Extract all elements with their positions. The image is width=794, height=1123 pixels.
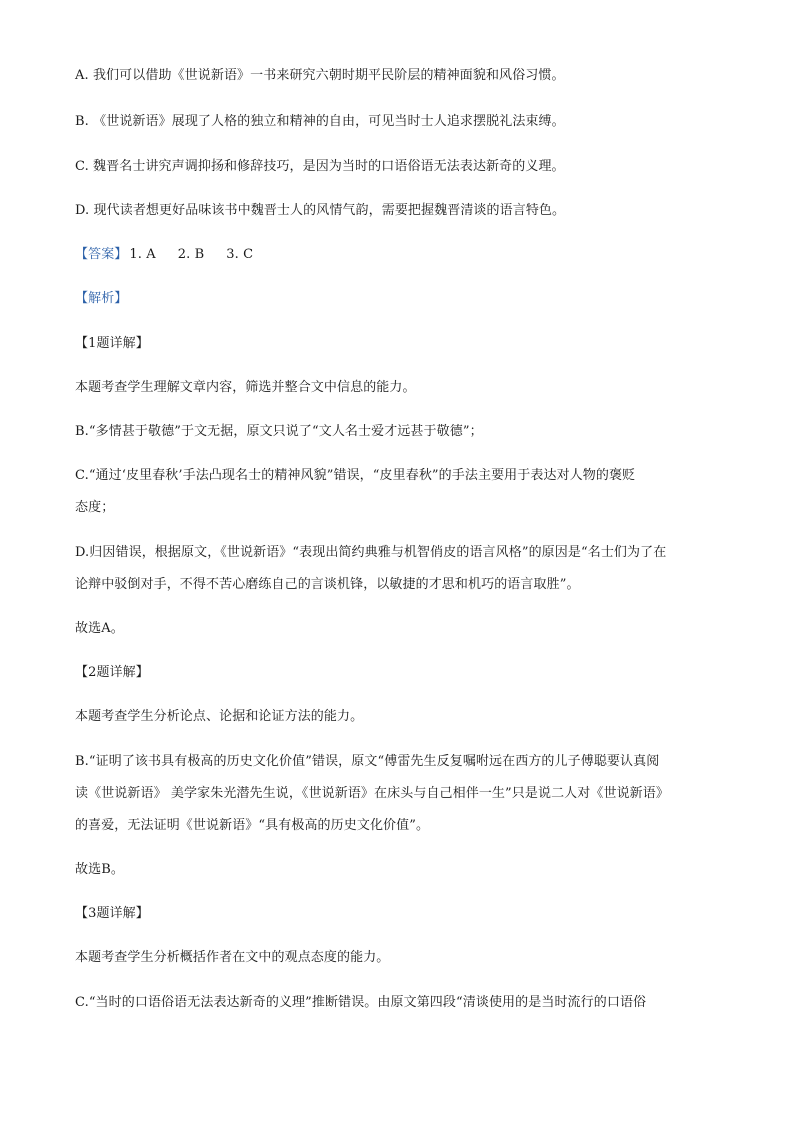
q2-conclusion: 故选B。	[75, 862, 124, 877]
q3-option-c-line1: C.“当时的口语俗语无法表达新奇的义理”推断错误。由原文第四段“清谈使用的是当时流行的口语俗	[75, 995, 647, 1010]
answer-label: 【答案】	[75, 247, 128, 262]
answer-item-3: 3. C	[226, 247, 254, 262]
q1-option-d-line2: 论辩中驳倒对手，不得不苦心磨练自己的言谈机锋，以敏捷的才思和机巧的语言取胜”。	[75, 577, 580, 592]
q2-option-b-line1: B.“证明了该书具有极高的历史文化价值”错误，原文“傅雷先生反复嘱咐远在西方的儿子傅聪要认真阅	[75, 754, 660, 769]
q1-conclusion: 故选A。	[75, 621, 124, 636]
q1-option-d-line1: D.归因错误，根据原文，《世说新语》“表现出简约典雅与机智俏皮的语言风格”的原因是“名士们为了在	[75, 545, 667, 560]
answer-line	[75, 245, 725, 265]
q3-intro: 本题考查学生分析概括作者在文中的观点态度的能力。	[75, 950, 390, 965]
q1-option-c-line2: 态度；	[75, 500, 115, 515]
q1-intro: 本题考查学生理解文章内容，筛选并整合文中信息的能力。	[75, 380, 416, 395]
q2-option-b-line2: 读《世说新语》 美学家朱光潜先生说，《世说新语》在床头与自己相伴一生”只是说二人对《世说新语》	[75, 786, 669, 801]
q2-label: 【2题详解】	[75, 665, 149, 680]
answer-item-1: 1. A	[129, 247, 156, 262]
q2-intro: 本题考查学生分析论点、论据和论证方法的能力。	[75, 709, 364, 724]
option-d: D. 现代读者想更好品味该书中魏晋士人的风情气韵，需要把握魏晋清谈的语言特色。	[75, 203, 566, 218]
option-c: C. 魏晋名士讲究声调抑扬和修辞技巧，是因为当时的口语俗语无法表达新奇的义理。	[75, 159, 565, 174]
q1-option-b: B.“多情甚于敬德”于文无据，原文只说了“文人名士爱才远甚于敬德”；	[75, 424, 483, 439]
option-a: A. 我们可以借助《世说新语》一书来研究六朝时期平民阶层的精神面貌和风俗习惯。	[75, 68, 565, 83]
q1-option-c-line1: C.“通过‘皮里春秋’手法凸现名士的精神风貌”错误，“皮里春秋”的手法主要用于表达对人物的褒贬	[75, 468, 636, 483]
q2-option-b-line3: 的喜爱，无法证明《世说新语》“具有极高的历史文化价值”。	[75, 818, 430, 833]
analysis-label: 【解析】	[75, 291, 128, 306]
answer-item-2: 2. B	[177, 247, 205, 262]
q3-label: 【3题详解】	[75, 906, 149, 921]
q1-label: 【1题详解】	[75, 336, 149, 351]
option-b: B. 《世说新语》展现了人格的独立和精神的自由，可见当时士人追求摆脱礼法束缚。	[75, 114, 565, 129]
